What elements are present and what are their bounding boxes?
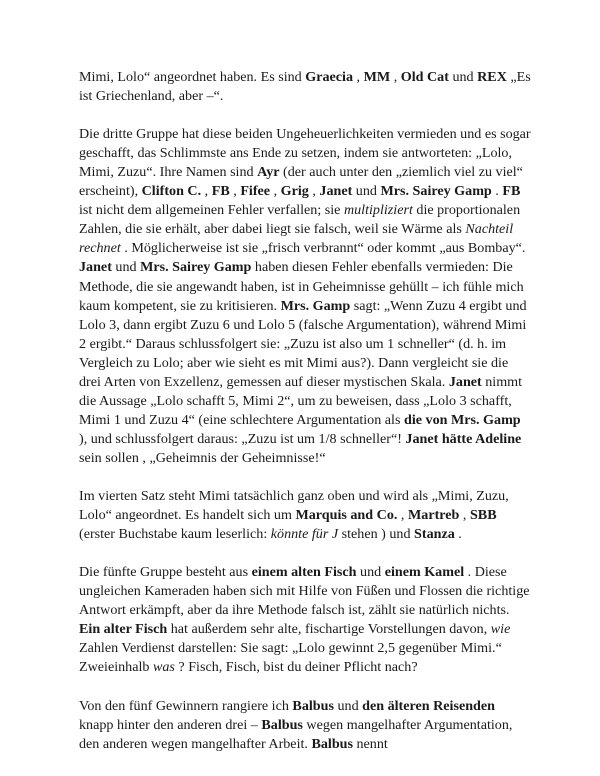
paragraph-gap xyxy=(79,544,531,563)
text-run: , xyxy=(201,183,212,200)
paragraph-3 xyxy=(79,487,531,544)
text-run: nimmt die Aussage „Lolo schafft 5, Mimi 2“, um zu beweisen, dass „Lolo 3 schafft, Mimi 1 und Zuzu 4“ (eine schlechtere Argumentation als xyxy=(79,373,523,428)
text-run: und xyxy=(352,183,381,200)
text-run: (erster Buchstabe kaum leserlich: xyxy=(79,526,271,543)
text-run: , xyxy=(353,69,364,85)
text-run: . Diese ungleichen Kameraden haben sich mit Hilfe von Füßen und Flossen die richtige Antwort erkämpft, aber da ihre Methode falsch ist, zählt sie natürlich nichts. xyxy=(79,564,530,619)
bold-text: Ein alter Fisch xyxy=(79,621,168,638)
bold-text: Martreb xyxy=(407,507,460,524)
text-run: ), und schlussfolgert daraus: „Zuzu ist um 1/8 schneller“! xyxy=(79,430,406,447)
bold-text: Ayr xyxy=(257,164,280,181)
bold-text: Mrs. Sairey Gamp xyxy=(140,259,252,276)
text-run: „Es ist Griechenland, aber –“. xyxy=(79,69,531,105)
document-page xyxy=(79,68,531,754)
text-run: Mimi, Lolo“ angeordnet haben. Es sind xyxy=(79,69,306,85)
text-run: die proportionalen Zahlen, die sie erhält, aber dabei liegt sie falsch, weil sie Wärme als xyxy=(79,202,521,238)
text-run: haben diesen Fehler ebenfalls vermieden: Die Methode, die sie angewandt haben, ist in Geheimnisse gehüllt – ich fühle mich kaum kompetent, sie zu kritisieren. xyxy=(79,259,524,314)
text-run: , xyxy=(459,507,470,524)
text-run: . xyxy=(454,526,462,543)
text-run: ist nicht dem allgemeinen Fehler verfallen; sie xyxy=(79,202,344,219)
paragraph-gap xyxy=(79,106,531,125)
text-run: , xyxy=(308,183,320,200)
text-run: , xyxy=(229,183,241,200)
bold-text: den älteren Reisenden xyxy=(362,697,495,714)
bold-text: Fifee xyxy=(240,183,271,200)
text-run: nennt xyxy=(352,735,388,752)
text-run: , xyxy=(270,183,281,200)
text-run: und xyxy=(448,69,478,85)
bold-text: Janet xyxy=(448,373,482,390)
text-run: ? Fisch, Fisch, bist du deiner Pflicht nach? xyxy=(174,659,418,676)
paragraph-gap xyxy=(79,468,531,487)
italic-text: multipliziert xyxy=(343,202,413,219)
bold-text: Clifton C. xyxy=(141,183,202,200)
text-run: sagt: „Wenn Zuzu 4 ergibt und Lolo 3, dann ergibt Zuzu 6 und Lolo 5 (falsche Argumentation), während Mimi 2 ergibt.“ Daraus schlussfolgert sie: „Zuzu ist also um 1 schneller“ (d. h. im Vergleich zu Lolo; aber wie sieht es mit Mimi aus?). Dann vergleicht sie die drei Arten von Exzellenz, gemessen auf dieser mystischen Skala. xyxy=(79,297,527,390)
bold-text: FB xyxy=(502,183,521,200)
text-run: wegen mangelhafter Argumentation, den anderen wegen mangelhafter Arbeit. xyxy=(79,716,513,752)
text-run: Von den fünf Gewinnern rangiere ich xyxy=(79,697,293,714)
bold-text: Balbus xyxy=(311,735,353,752)
bold-text: REX xyxy=(477,69,507,85)
bold-text: Janet xyxy=(79,259,112,276)
paragraph-gap xyxy=(79,678,531,697)
text-run: stehen ) und xyxy=(338,526,415,543)
bold-text: Janet hätte Adeline xyxy=(405,430,522,447)
bold-text: SBB xyxy=(469,507,497,524)
italic-text: was xyxy=(152,659,175,676)
text-run: . xyxy=(491,183,503,200)
text-run: Die fünfte Gruppe besteht aus xyxy=(79,564,252,581)
text-run: und xyxy=(111,259,141,276)
text-run: Zahlen Verdienst darstellen: Sie sagt: „Lolo gewinnt 2,5 gegenüber Mimi.“ Zweieinhalb xyxy=(79,640,502,676)
bold-text: Mrs. Sairey Gamp xyxy=(380,183,492,200)
text-run: , xyxy=(390,69,401,85)
bold-text: Mrs. Gamp xyxy=(280,297,351,314)
text-run: , xyxy=(397,507,408,524)
text-run: Im vierten Satz steht Mimi tatsächlich ganz oben und wird als „Mimi, Zuzu, Lolo“ angeordnet. Es handelt sich um xyxy=(79,488,509,524)
bold-text: Old Cat xyxy=(400,69,449,85)
bold-text: FB xyxy=(211,183,230,200)
text-run: hat außerdem sehr alte, fischartige Vorstellungen davon, xyxy=(167,621,491,638)
paragraph-2 xyxy=(79,125,531,468)
paragraph-4 xyxy=(79,563,531,677)
italic-text: könnte für J xyxy=(270,526,339,543)
text-run: (der auch unter den „ziemlich viel zu viel“ erscheint), xyxy=(79,164,523,200)
bold-text: Balbus xyxy=(261,716,303,733)
text-run: Die dritte Gruppe hat diese beiden Ungeheuerlichkeiten vermieden und es sogar geschafft, das Schlimmste ans Ende zu setzen, indem sie antworteten: „Lolo, Mimi, Zuzu“. Ihre Namen sind xyxy=(79,126,531,181)
bold-text: einem Kamel xyxy=(384,564,465,581)
italic-text: Nachteil rechnet xyxy=(79,221,514,257)
bold-text: Graecia xyxy=(305,69,353,85)
italic-text: wie xyxy=(490,621,511,638)
text-run: knapp hinter den anderen drei – xyxy=(79,716,262,733)
text-run: und xyxy=(356,564,385,581)
bold-text: Balbus xyxy=(292,697,334,714)
bold-text: einem alten Fisch xyxy=(251,564,357,581)
text-run: und xyxy=(333,697,363,714)
paragraph-1 xyxy=(79,68,531,106)
bold-text: Janet xyxy=(319,183,353,200)
bold-text: Marquis and Co. xyxy=(295,507,398,524)
bold-text: Grig xyxy=(280,183,309,200)
bold-text: die von Mrs. Gamp xyxy=(403,411,521,428)
bold-text: MM xyxy=(363,69,391,85)
text-run: sein sollen , „Geheimnis der Geheimnisse!“ xyxy=(79,449,326,466)
bold-text: Stanza xyxy=(414,526,455,543)
text-run: . Möglicherweise ist sie „frisch verbrannt“ oder kommt „aus Bombay“. xyxy=(120,240,526,257)
paragraph-5 xyxy=(79,697,531,754)
